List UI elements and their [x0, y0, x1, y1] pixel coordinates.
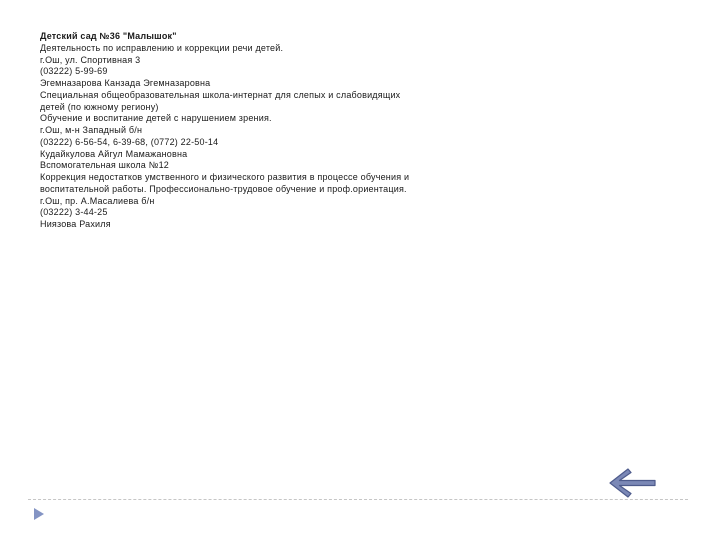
- text-line: Обучение и воспитание детей с нарушением зрения.: [40, 113, 272, 124]
- text-line: Коррекция недостатков умственного и физического развития в процессе обучения и: [40, 172, 410, 182]
- text-line: (03222) 3-44-25: [40, 207, 108, 218]
- text-line: Специальная общеобразовательная школа-интернат для слепых и слабовидящих: [40, 89, 401, 100]
- text-line: г.Ош, пр. А.Масалиева б/н: [40, 195, 155, 206]
- text-line: Эгемназарова Канзада Эгемназаровна: [40, 78, 211, 88]
- back-button[interactable]: [608, 466, 658, 500]
- left-arrow-icon: [608, 466, 658, 500]
- text-line: (03222) 6-56-54, 6-39-68, (0772) 22-50-14: [40, 136, 219, 147]
- text-line: воспитательной работы. Профессионально-трудовое обучение и проф.ориентация.: [40, 183, 407, 194]
- footer-divider: [28, 499, 688, 500]
- text-line: Вспомогательная школа №12: [40, 160, 169, 171]
- text-line: (03222) 5-99-69: [40, 66, 108, 77]
- text-line: детей (по южному региону): [40, 101, 159, 112]
- text-line: Кудайкулова Айгул Мамажановна: [40, 148, 188, 159]
- triangle-bullet-icon: [33, 507, 45, 521]
- text-line: Детский сад №36 "Малышок": [40, 31, 177, 41]
- text-line: Деятельность по исправлению и коррекции речи детей.: [40, 42, 284, 53]
- text-line: г.Ош, ул. Спортивная 3: [40, 54, 141, 65]
- text-line: Ниязова Рахиля: [40, 219, 111, 229]
- content-text: [40, 31, 480, 231]
- text-line: г.Ош, м-н Западный б/н: [40, 125, 143, 135]
